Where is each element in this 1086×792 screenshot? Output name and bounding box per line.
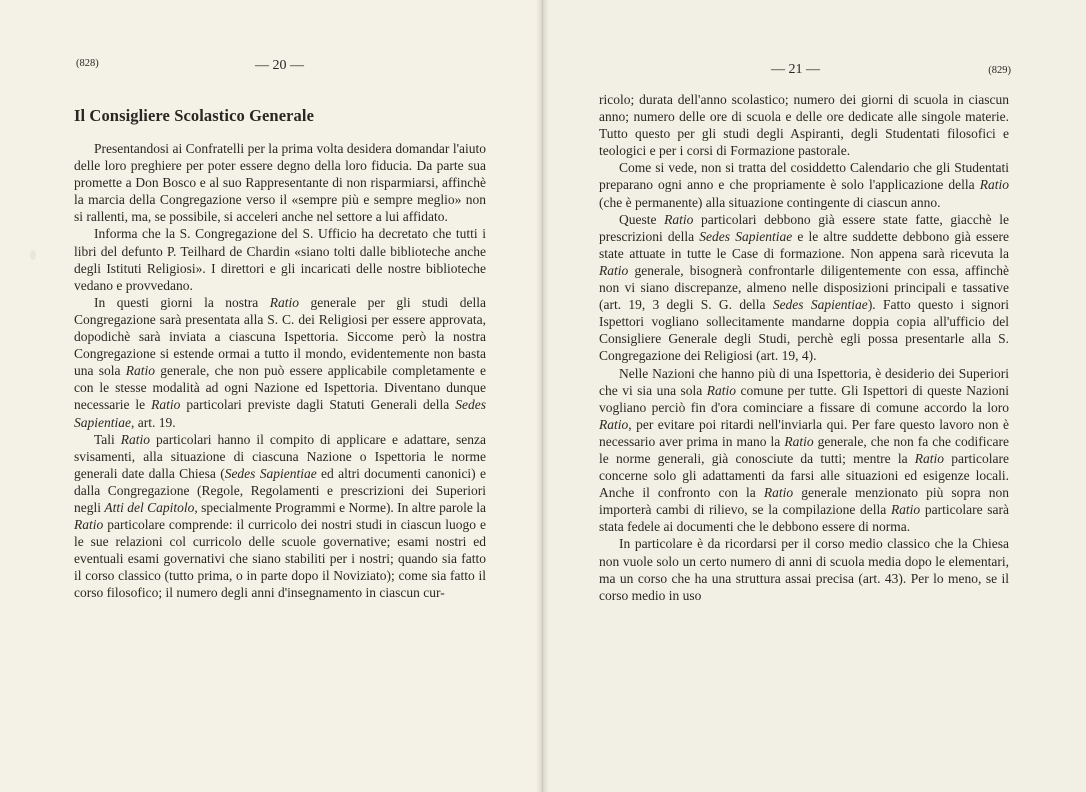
italic-term: Ratio	[269, 294, 300, 310]
italic-term: Ratio	[151, 397, 181, 413]
paragraph: ricolo; durata dell'anno scolastico; numero dei giorni di scuola in ciascun anno; numero delle ore di scuola e delle ore dedicate alle singole materie. Tutto questo per gli studi degli Aspiranti, degli Studentati filosofici e teologici e per i corsi di Formazione pastorale.	[599, 92, 1009, 159]
right-body-text	[599, 91, 1009, 604]
italic-term: Ratio	[74, 517, 104, 533]
italic-term: Ratio	[784, 433, 814, 449]
italic-term: Sedes Sapientiae	[772, 297, 868, 313]
page-number: — 20 —	[255, 58, 304, 73]
italic-term: Ratio	[599, 262, 629, 278]
gutter-shadow	[543, 0, 549, 792]
left-body-text	[74, 140, 486, 602]
paragraph: In questi giorni la nostra Ratio generale per gli studi della Congregazione sarà presentata alla S. C. dei Religiosi per essere approvata, dopodichè sarà inviata a ciascuna Ispettoria. Siccome però la nostra Congregazione si estende ormai a tutto il mondo, evidentemente non basta una sola Ratio generale, che non può essere applicabile completamente e con le stesse modalità ad ogni Nazione ed Ispettoria. Diventano dunque necessarie le Ratio particolari previste dagli Statuti Generali della Sedes Sapientiae, art. 19.	[74, 294, 486, 430]
right-page	[543, 0, 1086, 792]
paragraph: Informa che la S. Congregazione del S. Ufficio ha decretato che tutti i libri del defunto P. Teilhard de Chardin «siano tolti dalle biblioteche anche degli Istituti Religiosi». I direttori e gli incaricati delle nostre biblioteche vedano e provvedano.	[74, 226, 486, 293]
paragraph: Presentandosi ai Confratelli per la prima volta desidera domandar l'aiuto delle loro preghiere per poter essere degno della loro fiducia. Da parte sua promette a Don Bosco e al suo Rappresentante di non risparmiarsi, affinchè la marcia della Congregazione verso il «sempre più e sempre meglio» non si rallenti, ma, se possibile, si acceleri anche nel settore a lui affidato.	[74, 141, 486, 225]
italic-term: Ratio	[763, 485, 794, 501]
italic-term: Sedes Sapientiae	[74, 397, 486, 430]
italic-term: Atti del Capitolo	[104, 499, 195, 515]
paragraph: Nelle Nazioni che hanno più di una Ispettoria, è desiderio dei Superiori che vi sia una sola Ratio comune per tutte. Gli Ispettori di queste Nazioni vogliano perciò fin d'ora cominciare a fissare di comune accordo la loro Ratio, per evitare poi ritardi nell'inviarla qui. Per fare questo lavoro non è necessario aver prima in mano la Ratio generale, che non fa che codificare le norme generali, già conosciute da tutti; mentre la Ratio particolare concerne solo gli adattamenti da farsi alle situazioni ed esigenze locali. Anche il confronto con la Ratio generale menzionato più sopra non importerà cambi di rilievo, se la compilazione della Ratio particolare sarà stata fedele ai documenti che le debbono essere di norma.	[599, 365, 1010, 535]
paragraph: Tali Ratio particolari hanno il compito di applicare e adattare, senza svisamenti, alla situazione di ciascuna Nazione o Ispettoria le norme generali date dalla Chiesa (Sedes Sapientiae ed altri documenti canonici) e dalla Congregazione (Regole, Regolamenti e prescrizioni dei Superiori negli Atti del Capitolo, specialmente Programmi e Norme). In altre parole la Ratio particolare comprende: il curricolo dei nostri studi in ciascun luogo e le sue relazioni col curricolo delle scuole governative; esami nostri ed eventuali esami governativi che siano stabiliti per i nostri; quando sia fatto il corso classico (tutto prima, o in parte dopo il Noviziato); come sia fatto il corso filosofico; il numero degli anni d'insegnamento in ciascun cur-	[74, 431, 487, 601]
italic-term: Ratio	[120, 431, 151, 447]
paragraph: Queste Ratio particolari debbono già essere state fatte, giacchè le prescrizioni della Sedes Sapientiae e le altre suddette debbono già essere state attuate in tutte le Case di formazione. Non appena sarà ricevuta la Ratio generale, bisognerà confrontarle diligentemente con essa, affinchè non vi siano discrepanze, almeno nelle disposizioni principali e tassative (art. 19, 3 degli S. G. della Sedes Sapientiae). Fatto questo i signori Ispettori vogliano sollecitamente mandarne doppia copia all'ufficio del Consigliere Generale degli Studi, perchè egli possa presentarle alla S. Congregazione dei Religiosi (art. 19, 4).	[599, 211, 1009, 364]
italic-term: Ratio	[706, 382, 737, 398]
italic-term: Ratio	[914, 450, 945, 466]
page-code: (829)	[988, 65, 1011, 76]
italic-term: Ratio	[125, 363, 155, 379]
italic-term: Ratio	[890, 502, 921, 518]
paper-mark	[30, 250, 36, 260]
italic-term: Sedes Sapientiae	[699, 228, 793, 244]
page-code: (828)	[76, 58, 99, 69]
italic-term: Ratio	[979, 177, 1009, 193]
italic-term: Ratio	[664, 211, 694, 227]
italic-term: Ratio	[599, 416, 629, 432]
paragraph: Come si vede, non si tratta del cosiddetto Calendario che gli Studentati preparano ogni anno e che propriamente è solo l'applicazione della Ratio (che è permanente) alla situazione contingente di ciascun anno.	[599, 160, 1009, 210]
italic-term: Sedes Sapientiae	[224, 465, 317, 481]
gutter-shadow	[536, 0, 542, 792]
page-number: — 21 —	[771, 62, 820, 77]
paragraph: In particolare è da ricordarsi per il corso medio classico che la Chiesa non vuole solo un certo numero di anni di scuola media dopo le elementari, ma un corso che ha una struttura assai precisa (art. 43). Per lo meno, se il corso medio in uso	[599, 536, 1009, 603]
section-title: Il Consigliere Scolastico Generale	[74, 106, 315, 125]
